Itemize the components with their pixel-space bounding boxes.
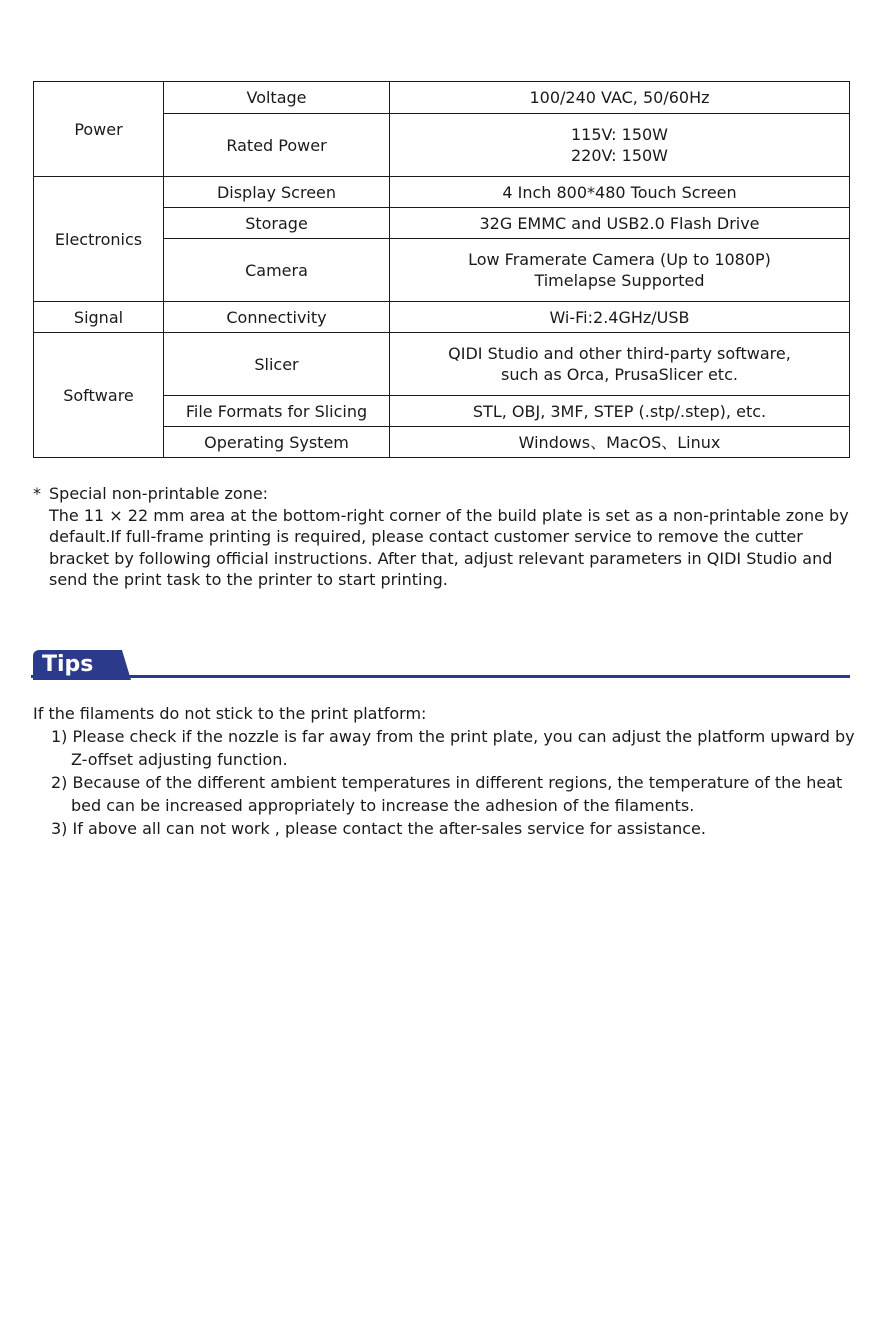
tips-content <box>33 702 863 840</box>
note-body: The 11 × 22 mm area at the bottom-right corner of the build plate is set as a non-printable zone by default.If full-frame printing is required, please contact customer service to remove the cutter bracket by following official instructions. After that, adjust relevant parameters in QIDI Studio and send the print task to the printer to start printing. <box>49 505 849 589</box>
value-rated-power <box>390 114 850 177</box>
label-rated-power: Rated Power <box>164 114 390 177</box>
value-file-formats: STL, OBJ, 3MF, STEP (.stp/.step), etc. <box>390 396 850 427</box>
category-electronics: Electronics <box>34 177 164 302</box>
value-slicer-line-2: such as Orca, PrusaSlicer etc. <box>501 365 738 384</box>
value-camera <box>390 239 850 302</box>
label-camera: Camera <box>164 239 390 302</box>
label-slicer: Slicer <box>164 333 390 396</box>
label-connectivity: Connectivity <box>164 302 390 333</box>
tips-intro: If the filaments do not stick to the print platform: <box>33 704 427 723</box>
specifications-table <box>33 81 850 458</box>
asterisk-marker: * <box>33 484 41 503</box>
value-display-screen: 4 Inch 800*480 Touch Screen <box>390 177 850 208</box>
category-signal: Signal <box>34 302 164 333</box>
tips-title-badge: Tips <box>33 650 122 680</box>
tips-item: 1) Please check if the nozzle is far away from the print plate, you can adjust the platform upward by Z-offset adjusting function. <box>51 727 855 769</box>
value-operating-system: Windows、MacOS、Linux <box>390 427 850 458</box>
value-voltage: 100/240 VAC, 50/60Hz <box>390 82 850 114</box>
note-heading: Special non-printable zone: <box>49 484 269 503</box>
value-camera-line-2: Timelapse Supported <box>534 271 705 290</box>
tips-item: 2) Because of the different ambient temperatures in different regions, the temperature of the heat bed can be increased appropriately to increase the adhesion of the filaments. <box>51 773 843 815</box>
value-slicer-line-1: QIDI Studio and other third-party software, <box>448 344 791 363</box>
tips-item: 3) If above all can not work , please contact the after-sales service for assistance. <box>51 819 706 838</box>
tips-section-header <box>31 648 850 680</box>
category-power: Power <box>34 82 164 177</box>
value-rated-power-115v: 115V: 150W <box>570 125 668 144</box>
label-display-screen: Display Screen <box>164 177 390 208</box>
category-software: Software <box>34 333 164 458</box>
value-camera-line-1: Low Framerate Camera (Up to 1080P) <box>468 250 771 269</box>
label-file-formats: File Formats for Slicing <box>164 396 390 427</box>
value-connectivity: Wi-Fi:2.4GHz/USB <box>390 302 850 333</box>
label-storage: Storage <box>164 208 390 239</box>
label-voltage: Voltage <box>164 82 390 114</box>
value-storage: 32G EMMC and USB2.0 Flash Drive <box>390 208 850 239</box>
label-operating-system: Operating System <box>164 427 390 458</box>
value-rated-power-220v: 220V: 150W <box>570 146 668 165</box>
value-slicer <box>390 333 850 396</box>
tips-divider <box>31 675 850 678</box>
